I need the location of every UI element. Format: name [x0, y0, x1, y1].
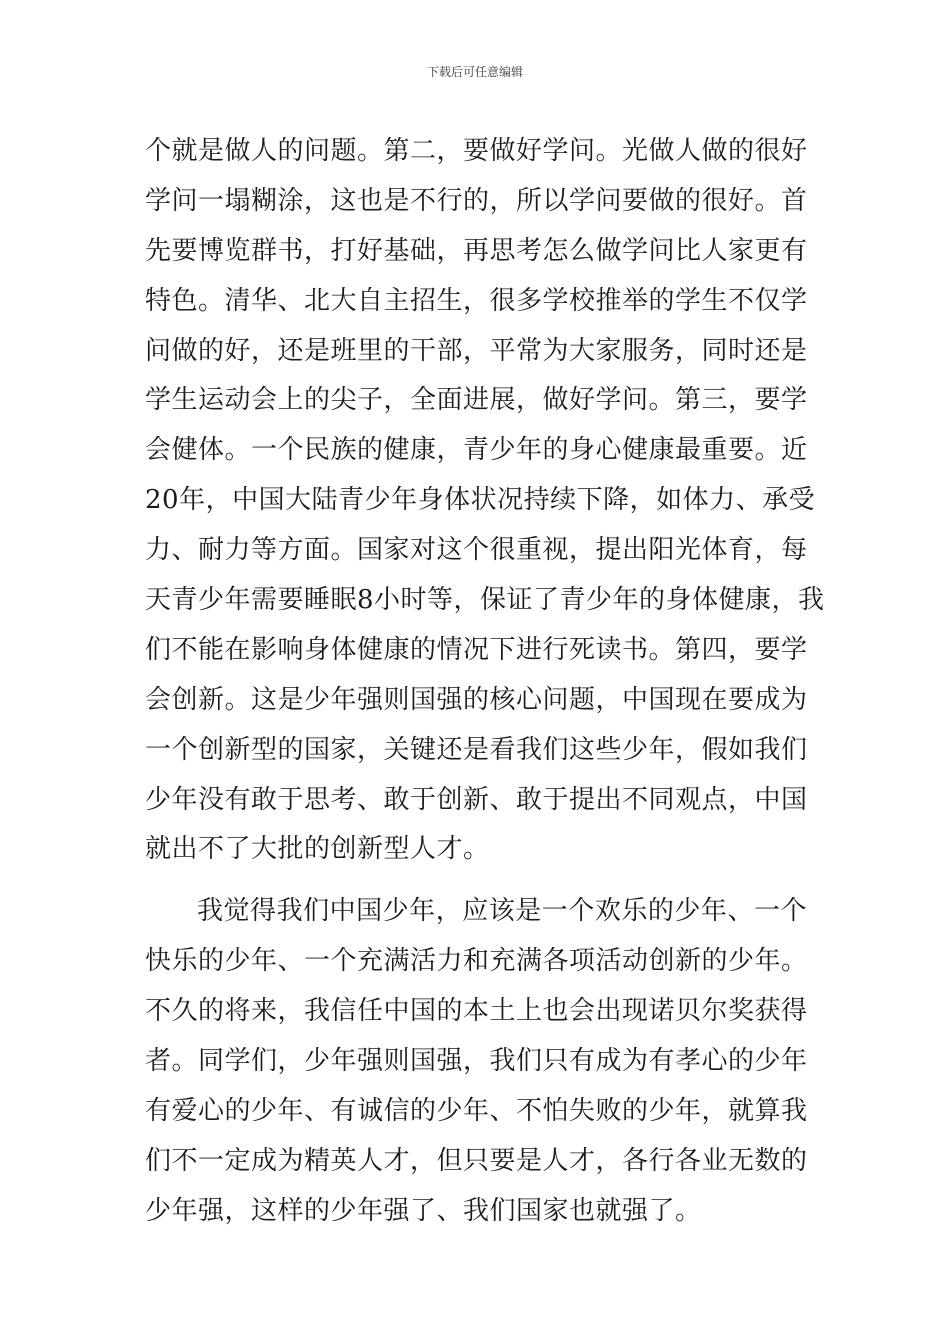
- text-line: 就出不了大批的创新型人才。: [145, 834, 490, 865]
- text-line: 会健体。一个民族的健康，青少年的身心健康最重要。近: [145, 435, 808, 466]
- text-line: 们不能在影响身体健康的情况下进行死读书。第四，要学: [145, 634, 808, 665]
- paragraph-1: [145, 127, 825, 875]
- text-line: 有爱心的少年、有诚信的少年、不怕失败的少年，就算我: [145, 1095, 808, 1126]
- text-line: 一个创新型的国家，关键还是看我们这些少年，假如我们: [145, 734, 808, 765]
- text-line: 者。同学们，少年强则国强，我们只有成为有孝心的少年: [145, 1046, 808, 1077]
- text-line: 20年，中国大陆青少年身体状况持续下降，如体力、承受: [145, 485, 816, 516]
- text-line: 个就是做人的问题。第二，要做好学问。光做人做的很好: [145, 136, 808, 166]
- text-line: 会创新。这是少年强则国强的核心问题，中国现在要成为: [145, 684, 808, 715]
- document-body: [145, 127, 825, 1249]
- text-line: 们不一定成为精英人才，但只要是人才，各行各业无数的: [145, 1145, 808, 1176]
- page-header: 下载后可任意编辑: [426, 65, 523, 79]
- text-line: 力、耐力等方面。国家对这个很重视，提出阳光体育，每: [145, 535, 808, 566]
- text-line: 我觉得我们中国少年，应该是一个欢乐的少年、一个: [197, 896, 807, 927]
- text-line: 特色。清华、北大自主招生，很多学校推举的学生不仅学: [145, 285, 808, 316]
- text-line: 学问一塌糊涂，这也是不行的，所以学问要做的很好。首: [145, 185, 808, 216]
- text-line: 先要博览群书，打好基础，再思考怎么做学问比人家更有: [145, 235, 808, 266]
- text-line: 学生运动会上的尖子，全面进展，做好学问。第三，要学: [145, 385, 808, 416]
- paragraph-2: [145, 887, 807, 1236]
- text-line: 问做的好，还是班里的干部，平常为大家服务，同时还是: [145, 335, 808, 366]
- text-line: 少年没有敢于思考、敢于创新、敢于提出不同观点，中国: [145, 784, 808, 815]
- text-line: 天青少年需要睡眠8小时等，保证了青少年的身体健康，我: [145, 585, 825, 616]
- text-line: 快乐的少年、一个充满活力和充满各项活动创新的少年。: [145, 946, 808, 977]
- text-line: 少年强，这样的少年强了、我们国家也就强了。: [145, 1195, 702, 1226]
- text-line: 不久的将来，我信任中国的本土上也会出现诺贝尔奖获得: [145, 996, 808, 1027]
